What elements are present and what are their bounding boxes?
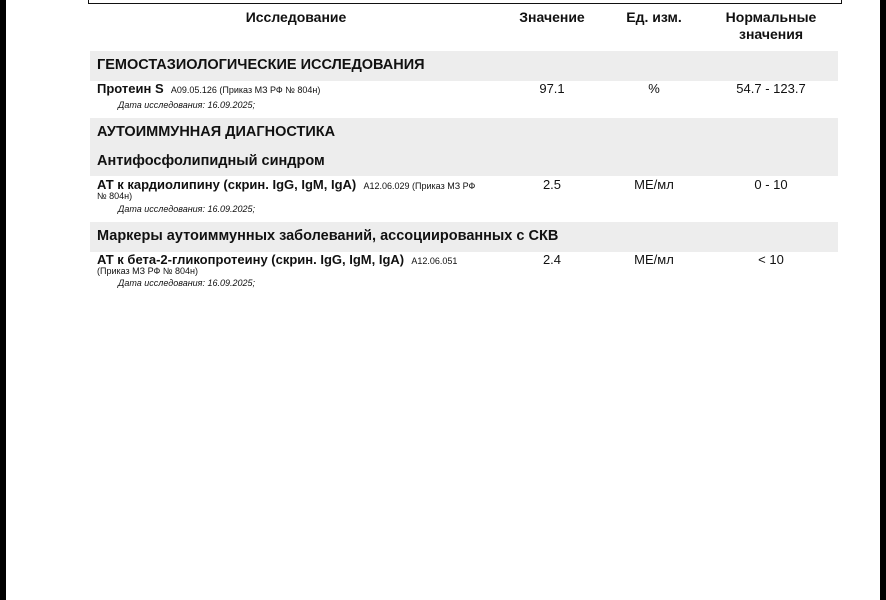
- test-unit: МЕ/мл: [634, 252, 674, 267]
- header-test: Исследование: [245, 9, 347, 25]
- test-name-protein-s: [97, 82, 320, 97]
- test-title: АТ к кардиолипину (скрин. IgG, IgM, IgA): [97, 177, 357, 192]
- test-value: 2.4: [542, 252, 562, 267]
- top-border-box: [88, 0, 842, 4]
- test-value: 2.5: [542, 177, 562, 192]
- test-code-cont: № 804н): [97, 191, 133, 201]
- lab-report-page: [6, 0, 880, 600]
- header-unit: Ед. изм.: [626, 9, 682, 25]
- test-unit: %: [648, 81, 660, 96]
- test-code: A12.06.029 (Приказ МЗ РФ: [363, 181, 476, 191]
- test-date: Дата исследования: 16.09.2025;: [118, 278, 256, 288]
- test-date: Дата исследования: 16.09.2025;: [118, 204, 256, 214]
- test-title: АТ к бета-2-гликопротеину (скрин. IgG, IgM, IgA): [97, 252, 405, 267]
- header-value: Значение: [519, 9, 585, 25]
- test-norm: < 10: [758, 252, 784, 267]
- test-code: A12.06.051: [411, 256, 458, 266]
- header-norm-line2: значения: [739, 26, 803, 42]
- test-title: Протеин S: [97, 81, 164, 96]
- test-unit: МЕ/мл: [634, 177, 674, 192]
- section-title: ГЕМОСТАЗИОЛОГИЧЕСКИЕ ИССЛЕДОВАНИЯ: [97, 57, 425, 73]
- subsection-title: Маркеры аутоиммунных заболеваний, ассоциированных с СКВ: [97, 228, 559, 244]
- test-value: 97.1: [539, 81, 565, 96]
- header-norm: [710, 9, 832, 43]
- header-norm-line1: Нормальные: [725, 9, 817, 25]
- test-code: A09.05.126 (Приказ МЗ РФ № 804н): [170, 85, 321, 95]
- section-title: АУТОИММУННАЯ ДИАГНОСТИКА: [97, 124, 336, 140]
- subsection-title: Антифосфолипидный синдром: [97, 153, 325, 169]
- test-date: Дата исследования: 16.09.2025;: [118, 100, 256, 110]
- test-norm: 0 - 10: [754, 177, 788, 192]
- test-name-cardiolipin: [97, 178, 507, 193]
- test-norm: 54.7 - 123.7: [736, 81, 806, 96]
- test-code-cont: (Приказ МЗ РФ № 804н): [97, 266, 198, 276]
